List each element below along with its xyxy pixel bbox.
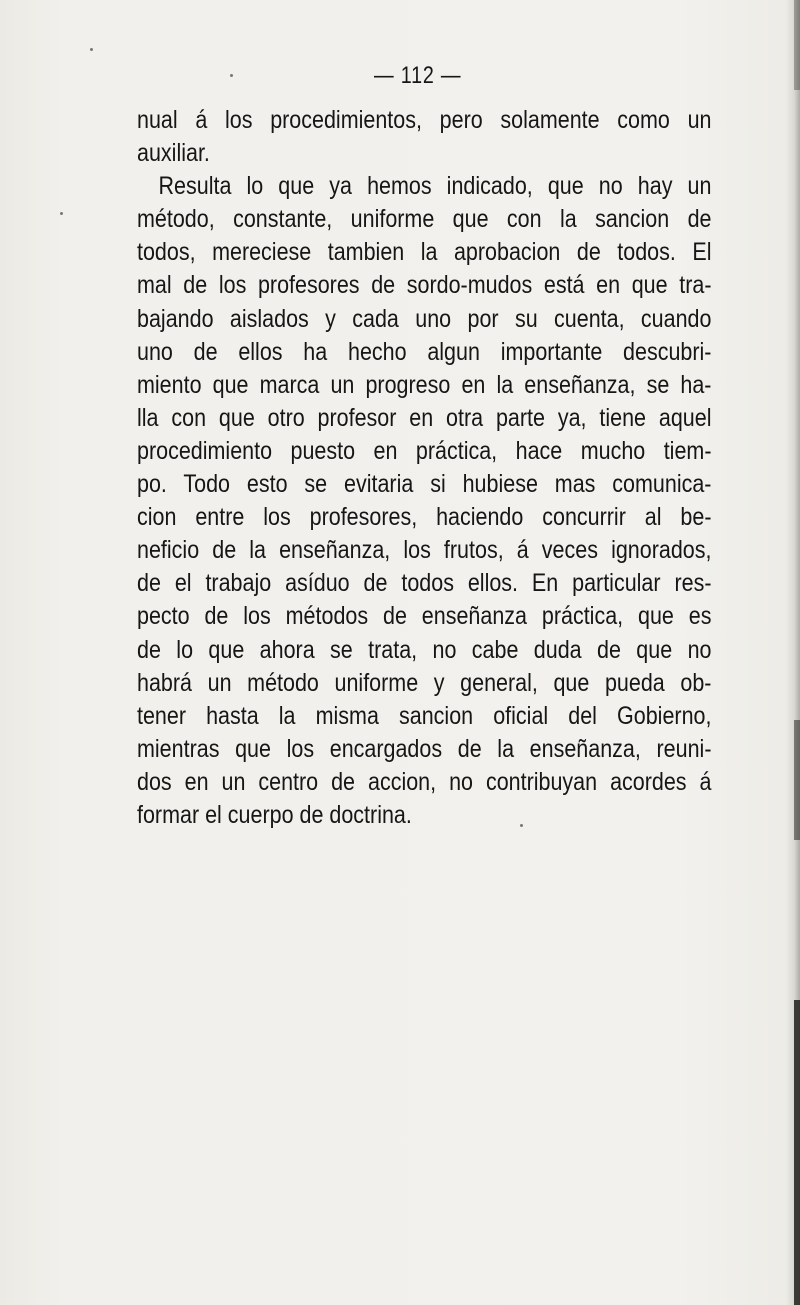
text-line: procedimiento puesto en práctica, hace mucho tiem- bbox=[137, 436, 712, 465]
text-line: uno de ellos ha hecho algun importante descubri- bbox=[137, 337, 712, 366]
text-line: lla con que otro profesor en otra parte ya, tiene aquel bbox=[137, 403, 712, 432]
text-line: auxiliar. bbox=[137, 139, 210, 168]
text-line: formar el cuerpo de doctrina. bbox=[137, 800, 412, 829]
text-line: tener hasta la misma sancion oficial del Gobierno, bbox=[137, 701, 712, 730]
text-line: mal de los profesores de sordo-mudos está en que tra- bbox=[137, 271, 712, 300]
text-line: po. Todo esto se evitaria si hubiese mas comunica- bbox=[137, 470, 712, 499]
text-line: mientras que los encargados de la enseñanza, reuni- bbox=[137, 734, 712, 763]
paper-speck bbox=[60, 212, 63, 215]
page-number: — 112 — bbox=[374, 62, 462, 89]
text-line: pecto de los métodos de enseñanza práctica, que es bbox=[137, 602, 712, 631]
text-line: de el trabajo asíduo de todos ellos. En particular res- bbox=[137, 569, 712, 598]
text-line: dos en un centro de accion, no contribuyan acordes á bbox=[137, 767, 712, 796]
body-text bbox=[137, 104, 737, 832]
paper-speck bbox=[90, 48, 93, 51]
text-line: nual á los procedimientos, pero solamente como un bbox=[137, 106, 712, 134]
text-line: todos, mereciese tambien la aprobacion de todos. El bbox=[137, 238, 712, 267]
page-edge-strip bbox=[794, 1000, 800, 1305]
text-line: método, constante, uniforme que con la sancion de bbox=[137, 205, 712, 234]
text-line: Resulta lo que ya hemos indicado, que no hay un bbox=[158, 172, 712, 201]
paper-speck bbox=[230, 74, 233, 77]
text-line: de lo que ahora se trata, no cabe duda de que no bbox=[137, 635, 712, 664]
text-line: cion entre los profesores, haciendo concurrir al be- bbox=[137, 503, 712, 532]
text-line: miento que marca un progreso en la enseñanza, se ha- bbox=[137, 370, 712, 399]
text-line: habrá un método uniforme y general, que pueda ob- bbox=[137, 668, 712, 697]
text-line: bajando aislados y cada uno por su cuenta, cuando bbox=[137, 304, 712, 333]
text-line: neficio de la enseñanza, los frutos, á veces ignorados, bbox=[137, 536, 712, 565]
page-edge-strip bbox=[794, 720, 800, 840]
page-edge-strip bbox=[794, 0, 800, 90]
